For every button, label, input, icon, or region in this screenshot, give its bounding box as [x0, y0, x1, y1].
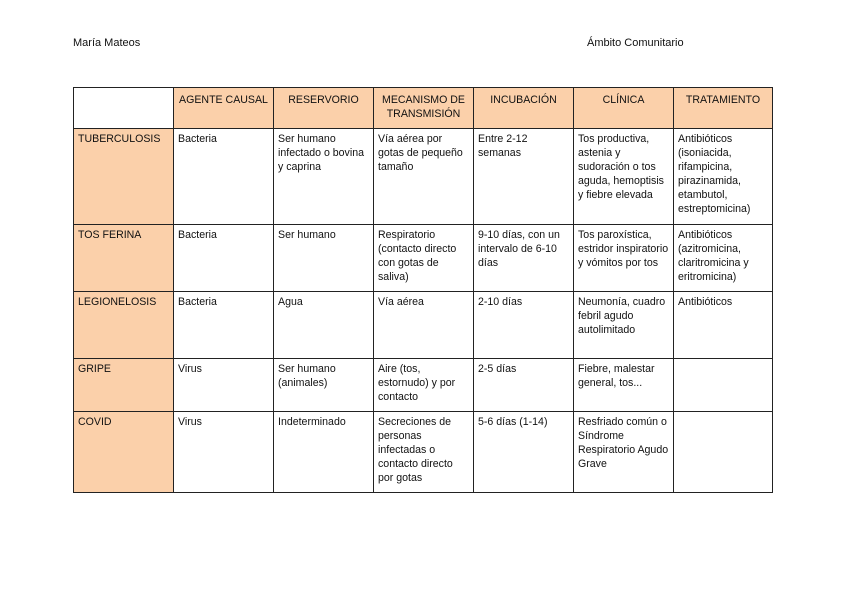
document-subject: Ámbito Comunitario	[587, 37, 684, 49]
author-name: María Mateos	[73, 37, 141, 49]
table-row	[74, 359, 773, 412]
table-row	[74, 412, 773, 493]
table-cell: 2-10 días	[474, 292, 574, 359]
table-row	[74, 292, 773, 359]
column-header-clinica: CLÍNICA	[574, 88, 674, 129]
table-cell: 5-6 días (1-14)	[474, 412, 574, 493]
table-cell: Fiebre, malestar general, tos...	[574, 359, 674, 412]
row-header-covid: COVID	[74, 412, 174, 493]
table-row	[74, 129, 773, 225]
table-cell: Aire (tos, estornudo) y por contacto	[374, 359, 474, 412]
table-cell: Vía aérea por gotas de pequeño tamaño	[374, 129, 474, 225]
table-cell: Tos paroxística, estridor inspiratorio y vómitos por tos	[574, 225, 674, 292]
table-cell: Agua	[274, 292, 374, 359]
table-cell: Respiratorio (contacto directo con gotas de saliva)	[374, 225, 474, 292]
table-cell: Virus	[174, 359, 274, 412]
table-cell: 9-10 días, con un intervalo de 6-10 días	[474, 225, 574, 292]
table-cell: Tos productiva, astenia y sudoración o tos aguda, hemoptisis y fiebre elevada	[574, 129, 674, 225]
table-cell: Antibióticos (azitromicina, claritromicina y eritromicina)	[674, 225, 773, 292]
table-corner-cell	[74, 88, 174, 129]
table-cell: Resfriado común o Síndrome Respiratorio Agudo Grave	[574, 412, 674, 493]
table-cell: Ser humano infectado o bovina y caprina	[274, 129, 374, 225]
table-cell: Neumonía, cuadro febril agudo autolimitado	[574, 292, 674, 359]
table-cell: Entre 2-12 semanas	[474, 129, 574, 225]
table-cell: Bacteria	[174, 225, 274, 292]
table-row	[74, 225, 773, 292]
table-cell: Ser humano (animales)	[274, 359, 374, 412]
table-header-row	[74, 88, 773, 129]
table-cell: Antibióticos	[674, 292, 773, 359]
table-cell: Virus	[174, 412, 274, 493]
column-header-tratamiento: TRATAMIENTO	[674, 88, 773, 129]
table-cell: Antibióticos (isoniacida, rifampicina, pirazinamida, etambutol, estreptomicina)	[674, 129, 773, 225]
table-cell: Vía aérea	[374, 292, 474, 359]
column-header-reservorio: RESERVORIO	[274, 88, 374, 129]
row-header-gripe: GRIPE	[74, 359, 174, 412]
table-cell: Bacteria	[174, 129, 274, 225]
table-cell	[674, 412, 773, 493]
row-header-tos-ferina: TOS FERINA	[74, 225, 174, 292]
row-header-tuberculosis: TUBERCULOSIS	[74, 129, 174, 225]
column-header-agente-causal: AGENTE CAUSAL	[174, 88, 274, 129]
table-cell: Bacteria	[174, 292, 274, 359]
row-header-legionelosis: LEGIONELOSIS	[74, 292, 174, 359]
table-cell	[674, 359, 773, 412]
diseases-table	[73, 87, 773, 493]
table-cell: Secreciones de personas infectadas o contacto directo por gotas	[374, 412, 474, 493]
column-header-mecanismo-transmision: MECANISMO DE TRANSMISIÓN	[374, 88, 474, 129]
column-header-incubacion: INCUBACIÓN	[474, 88, 574, 129]
table-cell: Ser humano	[274, 225, 374, 292]
table-cell: 2-5 días	[474, 359, 574, 412]
table-cell: Indeterminado	[274, 412, 374, 493]
